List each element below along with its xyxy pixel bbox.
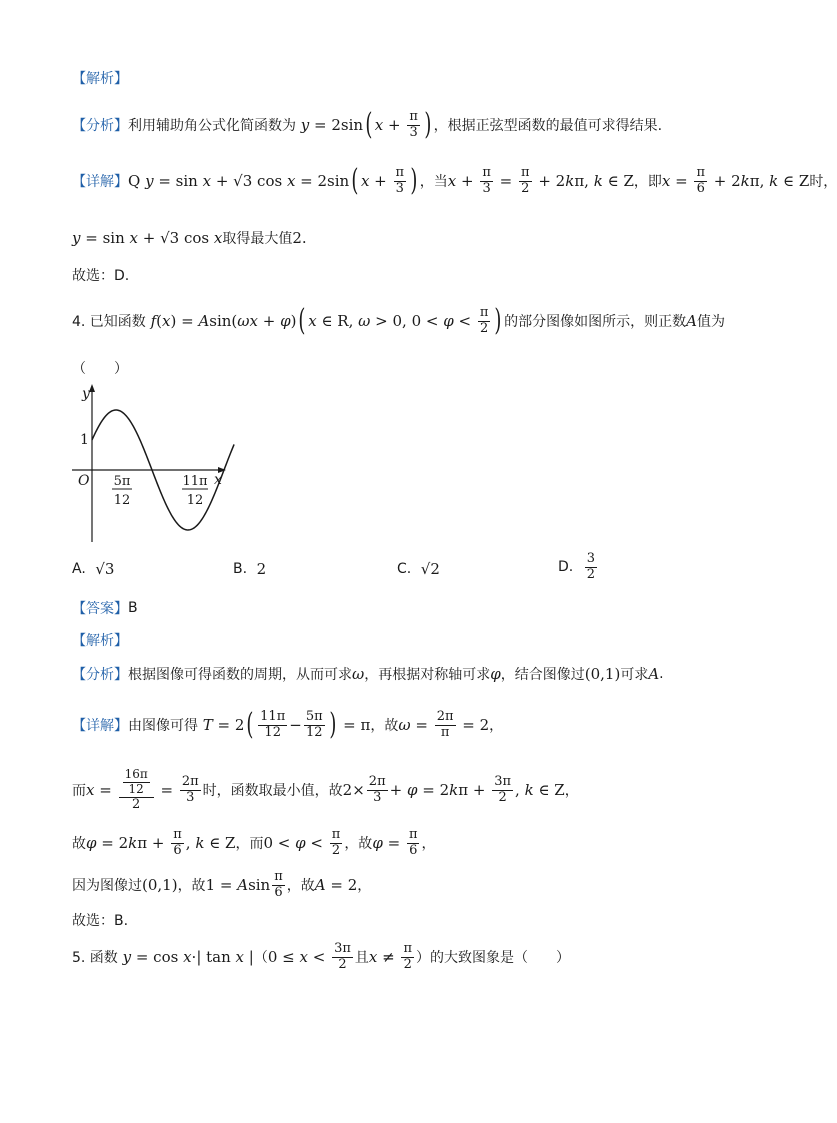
q3-answer-line: 故选：D. [72,268,130,284]
option-c-value: √2 [411,560,440,578]
q4-xiangjie-line3: 故 φ = 2 k π + $\frac{\pi}{6}$ , k ∈ Z ，而 0 < φ < $\frac{\pi}{2}$ ，故 φ = $\frac{\pi}{6}$ ， [72,827,436,858]
fenxi-text-post: ，根据正弦型函数的最值可求得结果. [433,118,663,135]
option-a-value: √3 [85,560,115,578]
x-tick1-num: 5π [113,474,131,489]
q3-xiangjie-line1: 【详解】 Q y = sin x + √3 cos x = 2sin ( x + $\frac{\pi}{3}$ ) ，当 x + $\frac{\pi}{3}$ = $\frac{\pi}{2}$ + 2 k π, k ∈ Z ，即 x = $\frac{\pi}{6}$ + 2 k π, k ∈ Z 时， [72,163,837,199]
y-axis-label: y [82,386,90,402]
q4-xiangjie-line4: 因为图像过 (0,1) ，故 1 = A sin $\frac{\pi}{6}$ ，故 A = 2 ， [72,869,372,900]
x-tick1-den: 12 [113,493,131,508]
x-tick2-num: 11π [182,474,208,489]
formula-y: y [296,116,310,135]
q4-xiangjie-line2: 而 x = $\frac{\frac{16\pi}{12}}{2}$ = $\frac{2\pi}{3}$ 时，函数取最小值，故 2× $\frac{2\pi}{3}$ + φ = 2 k π + $\frac{3\pi}{2}$ , k ∈ Z ， [72,767,579,812]
option-a[interactable]: A. √3 [72,560,115,578]
frac-pi-3: $\frac{\pi}{3}$ [409,109,418,140]
option-d[interactable]: D. $\frac{3}{2}$ [558,551,596,582]
jiexi-tag: 【解析】 [72,71,128,87]
fenxi-tag: 【分析】 [72,118,128,135]
q3-xiangjie-line2: y = sin x + √3 cos x 取得最大值 2 . [72,229,307,247]
q4-fenxi-line: 【分析】 根据图像可得函数的周期，从而可求 ω ，再根据对称轴可求 φ ，结合图像过 (0,1) 可求 A . [72,665,664,683]
option-c[interactable]: C. √2 [397,560,440,578]
xiangjie-tag: 【详解】 [72,174,128,191]
fenxi-text-pre: 利用辅助角公式化简函数为 [128,118,296,135]
q4-sine-graph [62,382,232,550]
q4-answer-line: 【答案】 B [72,600,138,617]
q4-stem: 4. 已知函数 f ( x ) = A sin( ωx + φ ) ( x ∈ R, ω > 0, 0 < φ < $\frac{\pi}{2}$ ) 的部分图像如图所示，则正数 A 值为 [72,303,725,339]
answer-value: B [128,600,138,616]
q3-jiexi-heading [72,68,128,88]
x-tick2-den: 12 [186,493,204,508]
q3-fenxi-line: 【分析】 利用辅助角公式化简函数为 y = 2sin ( x + $\frac{\pi}{3}$ ) ，根据正弦型函数的最值可求得结果. [72,107,663,143]
origin-label: O [78,473,90,489]
y-tick-1-label: 1 [80,432,89,448]
option-b[interactable]: B. 2 [233,560,267,578]
q4-xiangjie-line1: 【详解】 由图像可得 T = 2 ( $\frac{11\pi}{12}$ − $\frac{5\pi}{12}$ ) = π ，故 ω = $\frac{2\pi}{\pi}$ = 2 ， [72,707,504,743]
q4-paren-blank: （ ） [72,361,128,377]
q4-answer-line-final: 故选：B. [72,913,129,929]
x-axis-label: x [214,472,222,488]
q5-stem: 5. 函数 y = cos x ·| tan x | （ 0 ≤ x < $\frac{3\pi}{2}$ 且 x ≠ $\frac{\pi}{2}$ ）的大致图象是（ ） [72,941,571,972]
q4-jiexi-heading: 【解析】 [72,633,128,649]
